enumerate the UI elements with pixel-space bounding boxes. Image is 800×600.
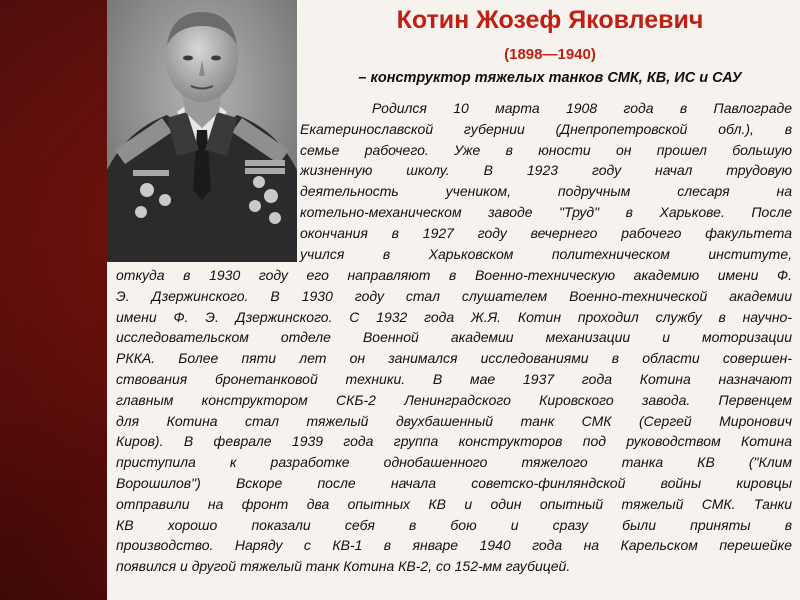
bio-line: учился в Харьковском политехническом институте, bbox=[300, 245, 792, 262]
bio-line: появился и другой тяжелый танк Котина КВ-2, со 152-мм гаубицей. bbox=[116, 558, 571, 575]
bio-line: приступила к разработке однобашенного тяжелого танка КВ ("Клим bbox=[116, 454, 792, 471]
bio-line: Ворошилов") Вскоре после начала советско-финляндской войны кировцы bbox=[116, 474, 792, 491]
bio-text-top bbox=[300, 98, 792, 264]
portrait-photo-icon bbox=[107, 0, 297, 262]
bio-line: имени Ф. Э. Дзержинского. С 1932 года Ж.Я. Котин проходил службу в научно- bbox=[116, 308, 792, 325]
bio-line: семье рабочего. Уже в юности он прошел большую bbox=[300, 141, 792, 158]
bio-line: котельно-механическом заводе "Труд" в Харькове. После bbox=[300, 203, 792, 220]
bio-line: откуда в 1930 году его направляют в Военно-техническую академию имени Ф. bbox=[116, 267, 792, 283]
bio-line: Екатеринославской губернии (Днепропетровской обл.), в bbox=[300, 120, 792, 137]
bio-line: Киров). В феврале 1939 года группа конструкторов под руководством Котина bbox=[116, 433, 792, 450]
bio-line: жизненную школу. В 1923 году начал трудовую bbox=[300, 162, 792, 179]
bio-line: Родился 10 марта 1908 года в Павлограде bbox=[372, 100, 792, 116]
bio-line: деятельность учеником, подручным слесаря на bbox=[300, 183, 792, 200]
bio-line: главным конструктором СКБ-2 Ленинградского Кировского завода. Первенцем bbox=[116, 391, 792, 408]
subtitle: – конструктор тяжелых танков СМК, КВ, ИС и САУ bbox=[358, 70, 742, 86]
bio-line: исследовательском отделе Военной академии механизации и моторизации bbox=[116, 329, 792, 346]
bio-line: отправили на фронт два опытных КВ и один опытный тяжелый СМК. Танки bbox=[116, 495, 792, 512]
bio-line: КВ хорошо показали себя в бою и сразу были приняты в bbox=[116, 516, 792, 533]
bio-line: Э. Дзержинского. В 1930 году стал слушателем Военно-технической академии bbox=[116, 287, 792, 304]
bio-line: для Котина стал тяжелый двухбашенный танк СМК (Сергей Миронович bbox=[116, 412, 792, 429]
bio-line: ствования бронетанковой техники. В мае 1937 года Котина назначают bbox=[116, 370, 792, 387]
life-years: (1898—1940) bbox=[504, 46, 596, 63]
bio-line: окончания в 1927 году вечернего рабочего факультета bbox=[300, 224, 792, 241]
portrait-photo bbox=[107, 0, 297, 262]
page-title: Котин Жозеф Яковлевич bbox=[396, 6, 704, 34]
bio-text-full bbox=[116, 265, 792, 577]
bio-line: производство. Наряду с КВ-1 в январе 1940 года на Карельском перешейке bbox=[116, 537, 792, 554]
bio-line: РККА. Более пяти лет он занимался исследованиями в области совершен- bbox=[116, 350, 792, 367]
